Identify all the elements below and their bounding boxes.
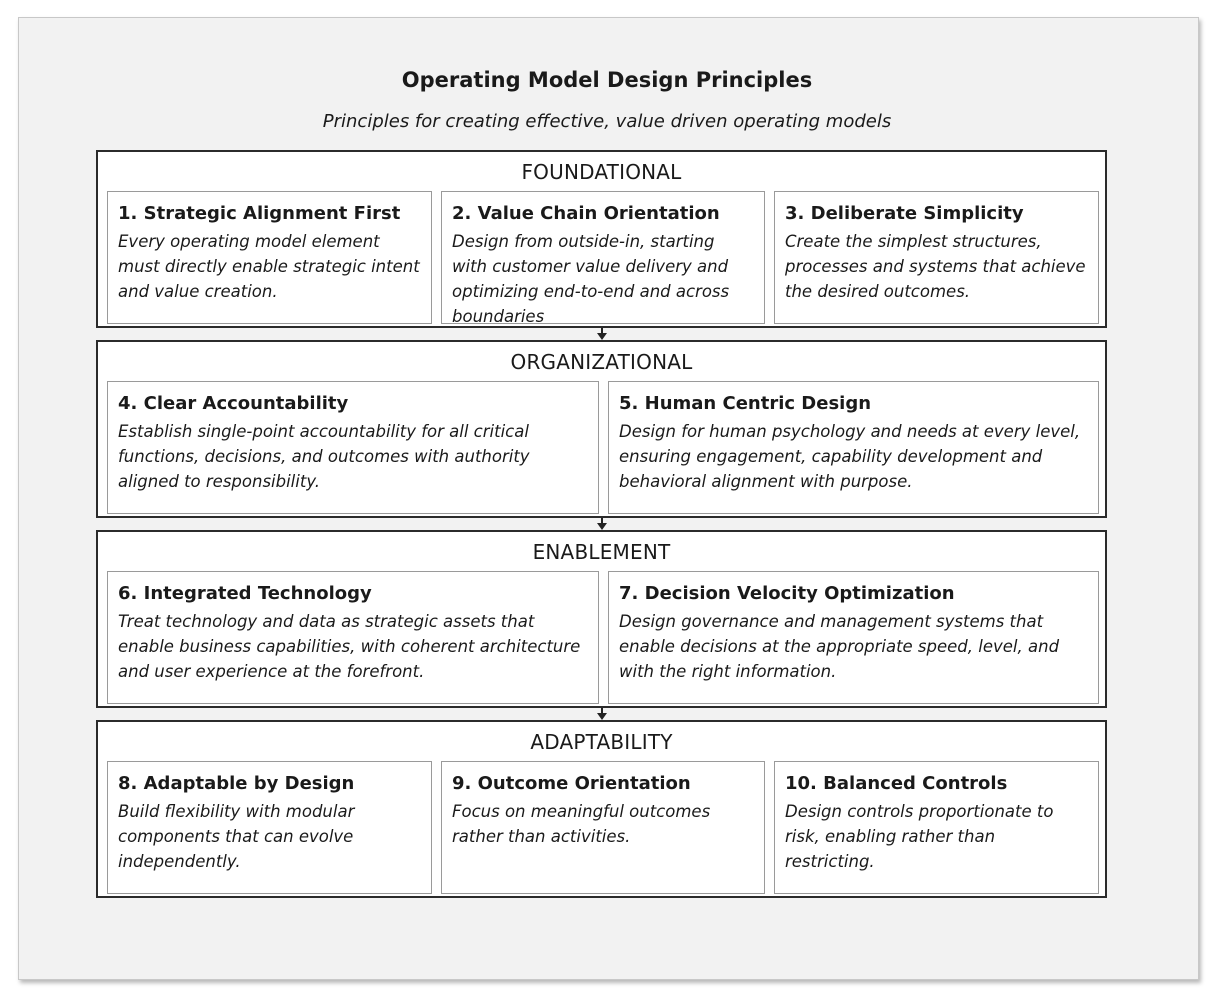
principle-title: 1. Strategic Alignment First — [118, 203, 401, 224]
principle-card — [441, 761, 765, 894]
principle-description: Focus on meaningful outcomes rather than activities. — [452, 802, 711, 846]
principle-title: 3. Deliberate Simplicity — [785, 203, 1024, 224]
principle-card — [608, 571, 1099, 704]
principle-description: Build flexibility with modular components that can evolve independently. — [118, 802, 355, 871]
principle-card — [608, 381, 1099, 514]
principle-description: Design controls proportionate to risk, enabling rather than restricting. — [785, 802, 1054, 871]
principle-card — [774, 761, 1099, 894]
principle-card — [107, 761, 432, 894]
section-adaptability — [96, 720, 1107, 898]
principle-title: 8. Adaptable by Design — [118, 773, 355, 794]
section-organizational — [96, 340, 1107, 518]
section-enablement — [96, 530, 1107, 708]
section-title: ORGANIZATIONAL — [510, 350, 693, 374]
principle-title: 2. Value Chain Orientation — [452, 203, 720, 224]
diagram-subtitle: Principles for creating effective, value driven operating models — [322, 111, 892, 132]
principle-description: Design for human psychology and needs at every level, ensuring engagement, capability development and behavioral alignment with purpose. — [619, 422, 1081, 491]
diagram-title: Operating Model Design Principles — [401, 68, 813, 92]
section-title: FOUNDATIONAL — [521, 160, 682, 184]
principle-description: Every operating model element must directly enable strategic intent and value creation. — [118, 232, 420, 301]
principle-card — [107, 381, 599, 514]
section-title: ENABLEMENT — [532, 540, 671, 564]
principle-description: Create the simplest structures, processes and systems that achieve the desired outcomes. — [785, 232, 1086, 301]
section-foundational — [96, 150, 1107, 328]
principle-card — [441, 191, 765, 324]
section-title: ADAPTABILITY — [530, 730, 673, 754]
principle-description: Treat technology and data as strategic assets that enable business capabilities, with coherent architecture and user experience at the forefront. — [118, 612, 581, 681]
principle-title: 6. Integrated Technology — [118, 583, 372, 604]
principle-title: 9. Outcome Orientation — [452, 773, 691, 794]
principle-title: 10. Balanced Controls — [785, 773, 1008, 794]
principle-description: Design from outside-in, starting with customer value delivery and optimizing end-to-end and across boundaries — [452, 232, 730, 326]
principle-title: 7. Decision Velocity Optimization — [619, 583, 955, 604]
principle-title: 4. Clear Accountability — [118, 393, 349, 414]
principle-card — [774, 191, 1099, 324]
principle-title: 5. Human Centric Design — [619, 393, 872, 414]
principle-description: Design governance and management systems that enable decisions at the appropriate speed, level, and with the right information. — [619, 612, 1060, 681]
principle-description: Establish single-point accountability for all critical functions, decisions, and outcomes with authority aligned to responsibility. — [118, 422, 530, 491]
principle-card — [107, 191, 432, 324]
principle-card — [107, 571, 599, 704]
